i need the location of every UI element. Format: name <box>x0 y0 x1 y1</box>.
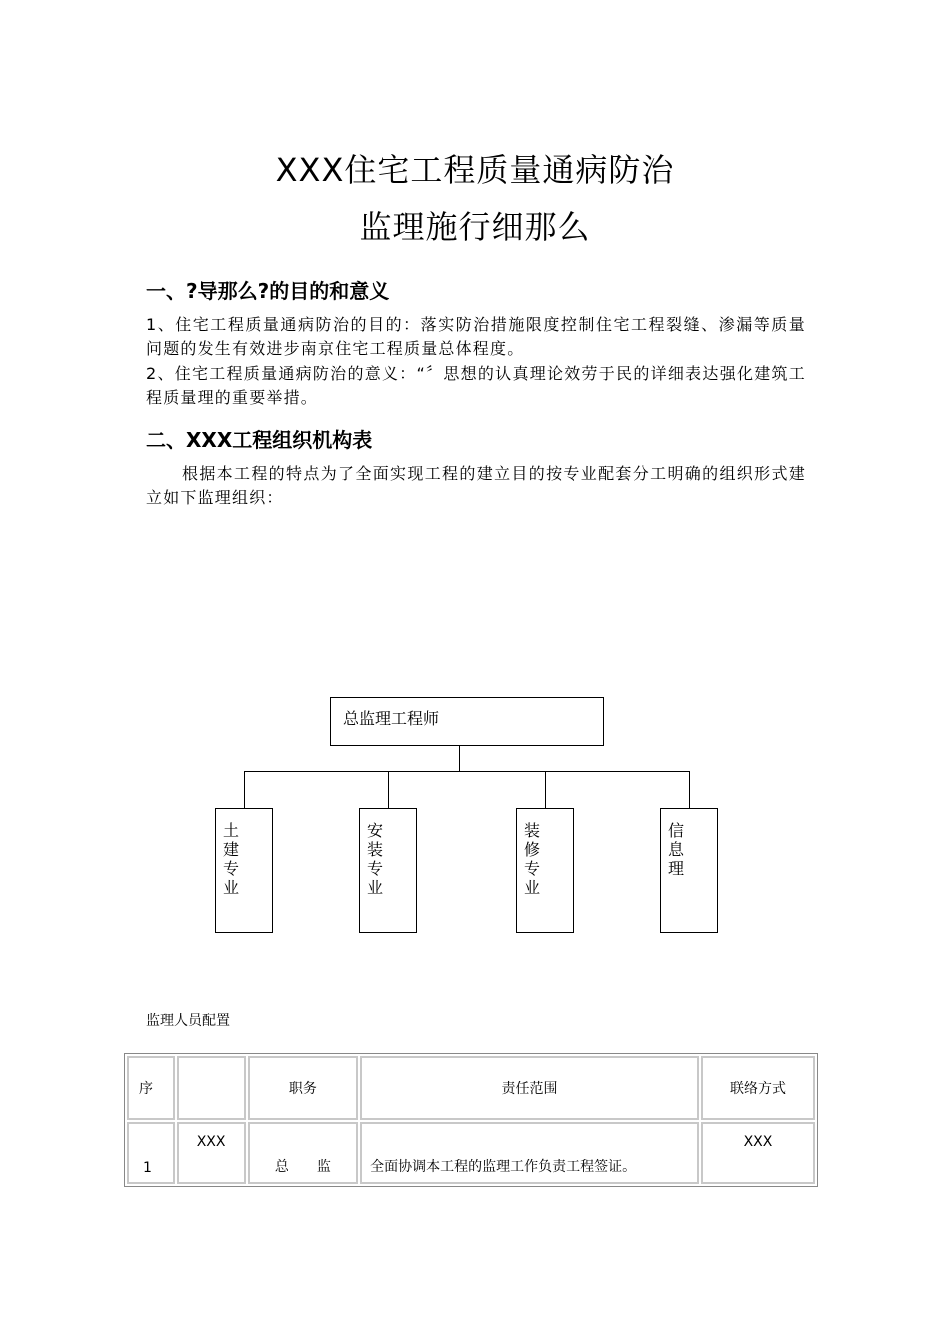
cell-position: 总 监 <box>248 1122 358 1184</box>
org-node-civil-label: 土建专业 <box>223 821 240 897</box>
header-position: 职务 <box>248 1056 358 1120</box>
org-node-decoration <box>516 808 574 933</box>
section2-heading: 二、XXX工程组织机构表 <box>146 428 373 452</box>
staff-table <box>124 1053 818 1187</box>
org-node-info-label: 信息理 <box>668 821 685 878</box>
org-connector-4 <box>689 771 690 809</box>
org-node-chief <box>330 697 604 746</box>
org-connector-1 <box>244 771 245 809</box>
table-row <box>127 1122 815 1184</box>
org-node-installation-label: 安装专业 <box>367 821 384 897</box>
header-contact: 联络方式 <box>701 1056 815 1120</box>
cell-seq: 1 <box>127 1122 175 1184</box>
header-name <box>177 1056 246 1120</box>
doc-title-line2: 监理施行细那么 <box>359 208 591 246</box>
org-node-decoration-label: 装修专业 <box>524 821 541 897</box>
section2-paragraph: 根据本工程的特点为了全面实现工程的建立目的按专业配套分工明确的组织形式建立如下监理组织： <box>146 464 806 507</box>
header-scope: 责任范围 <box>360 1056 699 1120</box>
org-connector-trunk <box>459 746 460 772</box>
cell-name: XXX <box>177 1122 246 1184</box>
section1-paragraph-1: 1、住宅工程质量通病防治的目的：落实防治措施限度控制住宅工程裂缝、渗漏等质量问题的发生有效进步南京住宅工程质量总体程度。 <box>146 315 806 358</box>
org-node-civil <box>215 808 273 933</box>
cell-contact: XXX <box>701 1122 815 1184</box>
header-seq: 序 <box>127 1056 175 1120</box>
doc-title-line1: XXX住宅工程质量通病防治 <box>275 151 675 189</box>
org-connector-bar <box>244 771 690 772</box>
section1-heading: 一、?导那么?的目的和意义 <box>146 279 390 303</box>
org-connector-2 <box>388 771 389 809</box>
section1-paragraph-2: 2、住宅工程质量通病防治的意义：“〞思想的认真理论效劳于民的详细表达强化建筑工程质量理的重要举措。 <box>146 364 806 407</box>
org-node-installation <box>359 808 417 933</box>
staff-table-caption: 监理人员配置 <box>146 1013 230 1029</box>
org-connector-3 <box>545 771 546 809</box>
table-header-row <box>127 1056 815 1120</box>
cell-scope: 全面协调本工程的监理工作负责工程签证。 <box>360 1122 699 1184</box>
org-node-info <box>660 808 718 933</box>
org-node-chief-label: 总监理工程师 <box>343 709 440 728</box>
